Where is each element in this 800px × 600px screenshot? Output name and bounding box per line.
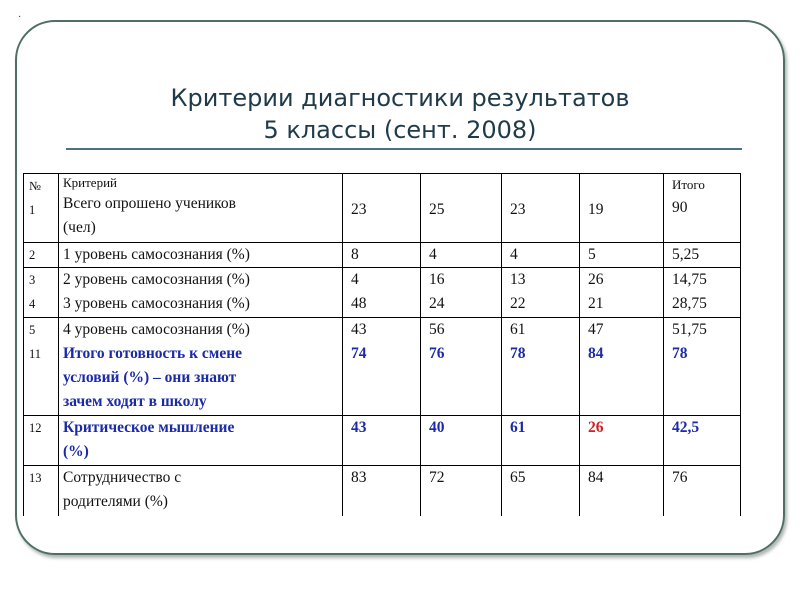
value-cell: 43 74 bbox=[343, 318, 421, 416]
value-cell: 56 76 bbox=[421, 318, 502, 416]
corner-mark: · bbox=[18, 12, 22, 23]
total-cell: 5,25 bbox=[664, 243, 741, 268]
results-table bbox=[23, 173, 741, 516]
value-cell: 16 24 bbox=[421, 268, 502, 318]
value-cell: 65 bbox=[502, 466, 580, 516]
value-cell: 23 bbox=[502, 174, 580, 243]
value-cell: 4 bbox=[421, 243, 502, 268]
table-header-row bbox=[24, 174, 741, 243]
value-cell: 13 22 bbox=[502, 268, 580, 318]
criterion-cell: 1 уровень самосознания (%) bbox=[59, 243, 343, 268]
slide-subtitle: 5 классы (сент. 2008) bbox=[263, 116, 537, 144]
value-cell: 72 bbox=[421, 466, 502, 516]
table-row bbox=[24, 268, 741, 318]
row-number-cell: 5 11 bbox=[24, 318, 59, 416]
total-cell: 51,75 78 bbox=[664, 318, 741, 416]
criterion-cell: 2 уровень самосознания (%) 3 уровень самосознания (%) bbox=[59, 268, 343, 318]
value-cell: 5 bbox=[580, 243, 664, 268]
total-cell: 76 bbox=[664, 466, 741, 516]
value-cell: 40 bbox=[421, 416, 502, 466]
criterion-cell: Критерий Всего опрошено учеников (чел) bbox=[59, 174, 343, 243]
value-cell: 61 bbox=[502, 416, 580, 466]
value-cell: 23 bbox=[343, 174, 421, 243]
value-cell: 47 84 bbox=[580, 318, 664, 416]
slide-title: Критерии диагностики результатов bbox=[170, 84, 630, 112]
value-cell: 19 bbox=[580, 174, 664, 243]
total-cell: 42,5 bbox=[664, 416, 741, 466]
value-cell: 83 bbox=[343, 466, 421, 516]
value-cell: 61 78 bbox=[502, 318, 580, 416]
value-cell: 8 bbox=[343, 243, 421, 268]
title-underline bbox=[66, 148, 742, 150]
value-cell: 4 bbox=[502, 243, 580, 268]
row-number-cell: 3 4 bbox=[24, 268, 59, 318]
row-number-cell: 13 bbox=[24, 466, 59, 516]
criterion-cell: Критическое мышление (%) bbox=[59, 416, 343, 466]
value-cell: 26 bbox=[580, 416, 664, 466]
table-row bbox=[24, 466, 741, 516]
row-number-cell: № 1 bbox=[24, 174, 59, 243]
value-cell: 26 21 bbox=[580, 268, 664, 318]
value-cell: 25 bbox=[421, 174, 502, 243]
table-row bbox=[24, 243, 741, 268]
total-cell: 14,75 28,75 bbox=[664, 268, 741, 318]
table-row bbox=[24, 318, 741, 416]
row-number-cell: 12 bbox=[24, 416, 59, 466]
value-cell: 4 48 bbox=[343, 268, 421, 318]
criterion-cell: Сотрудничество с родителями (%) bbox=[59, 466, 343, 516]
row-number-cell: 2 bbox=[24, 243, 59, 268]
table-row bbox=[24, 416, 741, 466]
value-cell: 84 bbox=[580, 466, 664, 516]
criterion-cell: 4 уровень самосознания (%) Итого готовность к смене условий (%) – они знают зачем ходят в школу bbox=[59, 318, 343, 416]
value-cell: 43 bbox=[343, 416, 421, 466]
total-cell: Итого 90 bbox=[664, 174, 741, 243]
